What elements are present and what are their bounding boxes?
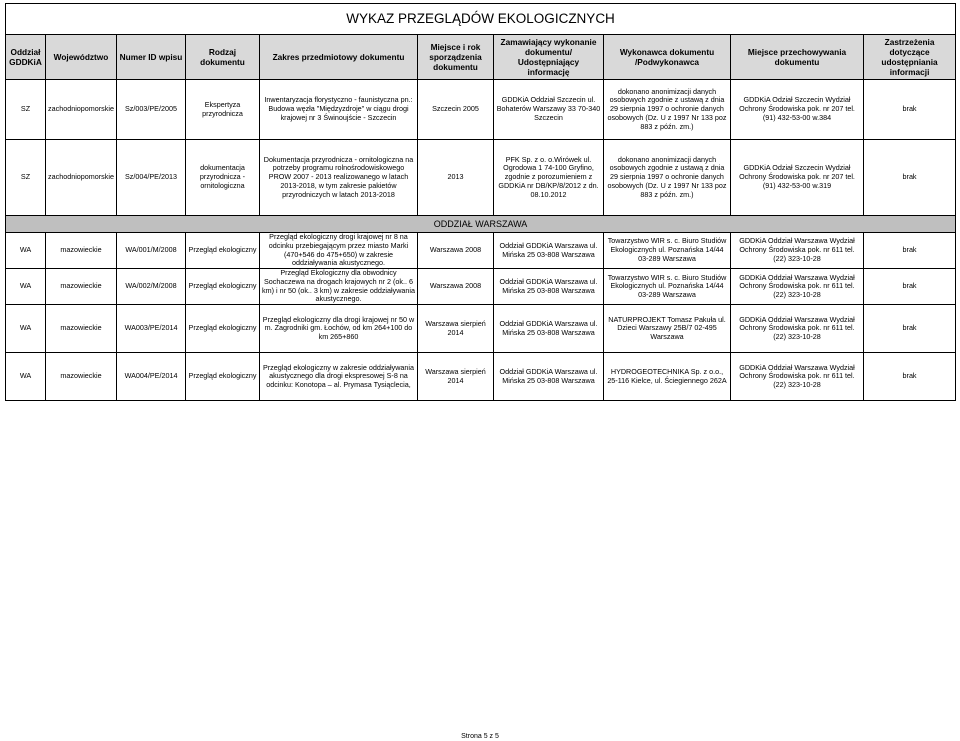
cell-miejsce: Szczecin 2005 bbox=[418, 80, 494, 140]
header-miejsce: Miejsce i rok sporządzenia dokumentu bbox=[418, 35, 494, 80]
header-numer: Numer ID wpisu bbox=[117, 35, 186, 80]
header-wojewodztwo: Województwo bbox=[46, 35, 117, 80]
table-row bbox=[6, 305, 956, 353]
cell-zastrzezenia: brak bbox=[864, 80, 956, 140]
cell-miejsce: Warszawa 2008 bbox=[418, 233, 494, 269]
header-zamawiajacy: Zamawiający wykonanie dokumentu/ Udostępniający informację bbox=[494, 35, 604, 80]
table-row bbox=[6, 233, 956, 269]
header-row bbox=[6, 35, 956, 80]
page-title: WYKAZ PRZEGLĄDÓW EKOLOGICZNYCH bbox=[6, 4, 956, 35]
page-footer: Strona 5 z 5 bbox=[461, 733, 499, 740]
cell-zakres: Przegląd ekologiczny dla drogi krajowej nr 50 w m. Zagrodniki gm. Łochów, od km 264+100 do km 265+860 bbox=[260, 305, 418, 353]
cell-wojewodztwo: mazowieckie bbox=[46, 305, 117, 353]
table-row bbox=[6, 80, 956, 140]
cell-wojewodztwo: mazowieckie bbox=[46, 353, 117, 401]
cell-miejsce: Warszawa 2008 bbox=[418, 269, 494, 305]
table-row bbox=[6, 269, 956, 305]
cell-numer: WA004/PE/2014 bbox=[117, 353, 186, 401]
register-table bbox=[5, 3, 956, 401]
cell-zastrzezenia: brak bbox=[864, 353, 956, 401]
cell-zakres: Przegląd ekologiczny w zakresie oddziaływania akustycznego dla drogi ekspresowej S-8 na odcinku: Konotopa – al. Prymasa Tysiąclecia, bbox=[260, 353, 418, 401]
cell-numer: WA003/PE/2014 bbox=[117, 305, 186, 353]
cell-wojewodztwo: zachodniopomorskie bbox=[46, 140, 117, 216]
cell-rodzaj: dokumentacja przyrodnicza - ornitologiczna bbox=[186, 140, 260, 216]
cell-rodzaj: Przegląd ekologiczny bbox=[186, 269, 260, 305]
cell-zamawiajacy: Oddział GDDKiA Warszawa ul. Mińska 25 03-808 Warszawa bbox=[494, 269, 604, 305]
cell-miejsce: Warszawa sierpień 2014 bbox=[418, 305, 494, 353]
cell-wykonawca: NATURPROJEKT Tomasz Pakuła ul. Dzieci Warszawy 25B/7 02-495 Warszawa bbox=[604, 305, 731, 353]
cell-zastrzezenia: brak bbox=[864, 305, 956, 353]
cell-zamawiajacy: Oddział GDDKiA Warszawa ul. Mińska 25 03-808 Warszawa bbox=[494, 353, 604, 401]
register-sheet bbox=[5, 3, 955, 401]
cell-zamawiajacy: GDDKiA Oddział Szczecin ul. Bohaterów Warszawy 33 70-340 Szczecin bbox=[494, 80, 604, 140]
header-wykonawca: Wykonawca dokumentu /Podwykonawca bbox=[604, 35, 731, 80]
cell-numer: WA/002/M/2008 bbox=[117, 269, 186, 305]
cell-wykonawca: Towarzystwo WIR s. c. Biuro Studiów Ekologicznych ul. Poznańska 14/44 03-289 Warszawa bbox=[604, 233, 731, 269]
cell-oddzial: WA bbox=[6, 269, 46, 305]
cell-miejsce: 2013 bbox=[418, 140, 494, 216]
table-row bbox=[6, 353, 956, 401]
cell-zamawiajacy: Oddział GDDKiA Warszawa ul. Mińska 25 03-808 Warszawa bbox=[494, 233, 604, 269]
cell-zastrzezenia: brak bbox=[864, 269, 956, 305]
cell-przechowywanie: GDDKiA Oddział Warszawa Wydział Ochrony Środowiska pok. nr 611 tel. (22) 323-10-28 bbox=[731, 305, 864, 353]
cell-oddzial: WA bbox=[6, 353, 46, 401]
cell-zakres: Przegląd Ekologiczny dla obwodnicy Sochaczewa na drogach krajowych nr 2 (ok.. 6 km) i nr 50 (ok.. 3 km) w zakresie oddziaływania akustycznego. bbox=[260, 269, 418, 305]
cell-wykonawca: dokonano anonimizacji danych osobowych zgodnie z ustawą z dnia 29 sierpnia 1997 o ochronie danych osobowych (Dz. U z 1997 Nr 133 poz 883 z późn. zm.) bbox=[604, 140, 731, 216]
header-przechowywanie: Miejsce przechowywania dokumentu bbox=[731, 35, 864, 80]
cell-miejsce: Warszawa sierpień 2014 bbox=[418, 353, 494, 401]
cell-wykonawca: dokonano anonimizacji danych osobowych zgodnie z ustawą z dnia 29 sierpnia 1997 o ochronie danych osobowych (Dz. U z 1997 Nr 133 poz 883 z późn. zm.) bbox=[604, 80, 731, 140]
cell-przechowywanie: GDDKiA Oddział Warszawa Wydział Ochrony Środowiska pok. nr 611 tel. (22) 323-10-28 bbox=[731, 269, 864, 305]
cell-numer: Sz/003/PE/2005 bbox=[117, 80, 186, 140]
cell-wojewodztwo: mazowieckie bbox=[46, 269, 117, 305]
cell-oddzial: WA bbox=[6, 305, 46, 353]
cell-przechowywanie: GDDKiA Odział Szczecin Wydział Ochrony Środowiska pok. nr 207 tel. (91) 432-53-00 w.319 bbox=[731, 140, 864, 216]
cell-oddzial: SZ bbox=[6, 80, 46, 140]
cell-zakres: Inwentaryzacja florystyczno - faunistyczna pn.: Budowa węzła "Międzyzdroje" w ciągu drogi krajowej nr 3 Świnoujście - Szczecin bbox=[260, 80, 418, 140]
cell-wykonawca: HYDROGEOTECHNIKA Sp. z o.o., 25-116 Kielce, ul. Ściegiennego 262A bbox=[604, 353, 731, 401]
cell-przechowywanie: GDDKiA Oddział Warszawa Wydział Ochrony Środowiska pok. nr 611 tel. (22) 323-10-28 bbox=[731, 233, 864, 269]
cell-zastrzezenia: brak bbox=[864, 140, 956, 216]
cell-rodzaj: Przegląd ekologiczny bbox=[186, 233, 260, 269]
cell-rodzaj: Przegląd ekologiczny bbox=[186, 305, 260, 353]
cell-przechowywanie: GDDKiA Oddział Warszawa Wydział Ochrony Środowiska pok. nr 611 tel. (22) 323-10-28 bbox=[731, 353, 864, 401]
cell-zakres: Dokumentacja przyrodnicza - ornitologiczna na potrzeby programu rolnośrodowiskowego PROW 2007 - 2013 realizowanego w latach 2013-2018, w tym zakresie pakietów przyrodniczych w latach 2013-2018 bbox=[260, 140, 418, 216]
cell-wojewodztwo: zachodniopomorskie bbox=[46, 80, 117, 140]
cell-zakres: Przegląd ekologiczny drogi krajowej nr 8 na odcinku przebiegającym przez miasto Marki (470+546 do 475+650) w zakresie oddziaływania akustycznego. bbox=[260, 233, 418, 269]
cell-numer: Sz/004/PE/2013 bbox=[117, 140, 186, 216]
cell-numer: WA/001/M/2008 bbox=[117, 233, 186, 269]
title-row bbox=[6, 4, 956, 35]
header-zakres: Zakres przedmiotowy dokumentu bbox=[260, 35, 418, 80]
section-heading-warszawa: ODDZIAŁ WARSZAWA bbox=[6, 216, 956, 233]
cell-rodzaj: Ekspertyza przyrodnicza bbox=[186, 80, 260, 140]
cell-zamawiajacy: PFK Sp. z o. o.Wirówek ul. Ogrodowa 1 74-100 Gryfino, zgodnie z porozumieniem z GDDKiA nr DB/KP/8/2012 z dn. 08.10.2012 bbox=[494, 140, 604, 216]
cell-rodzaj: Przegląd ekologiczny bbox=[186, 353, 260, 401]
cell-wykonawca: Towarzystwo WIR s. c. Biuro Studiów Ekologicznych ul. Poznańska 14/44 03-289 Warszawa bbox=[604, 269, 731, 305]
header-oddzial: Oddział GDDKiA bbox=[6, 35, 46, 80]
section-row bbox=[6, 216, 956, 233]
table-row bbox=[6, 140, 956, 216]
cell-wojewodztwo: mazowieckie bbox=[46, 233, 117, 269]
cell-zastrzezenia: brak bbox=[864, 233, 956, 269]
cell-przechowywanie: GDDKiA Odział Szczecin Wydział Ochrony Środowiska pok. nr 207 tel. (91) 432-53-00 w.384 bbox=[731, 80, 864, 140]
cell-oddzial: WA bbox=[6, 233, 46, 269]
header-rodzaj: Rodzaj dokumentu bbox=[186, 35, 260, 80]
cell-oddzial: SZ bbox=[6, 140, 46, 216]
cell-zamawiajacy: Oddział GDDKiA Warszawa ul. Mińska 25 03-808 Warszawa bbox=[494, 305, 604, 353]
header-zastrzezenia: Zastrzeżenia dotyczące udostępniania informacji bbox=[864, 35, 956, 80]
